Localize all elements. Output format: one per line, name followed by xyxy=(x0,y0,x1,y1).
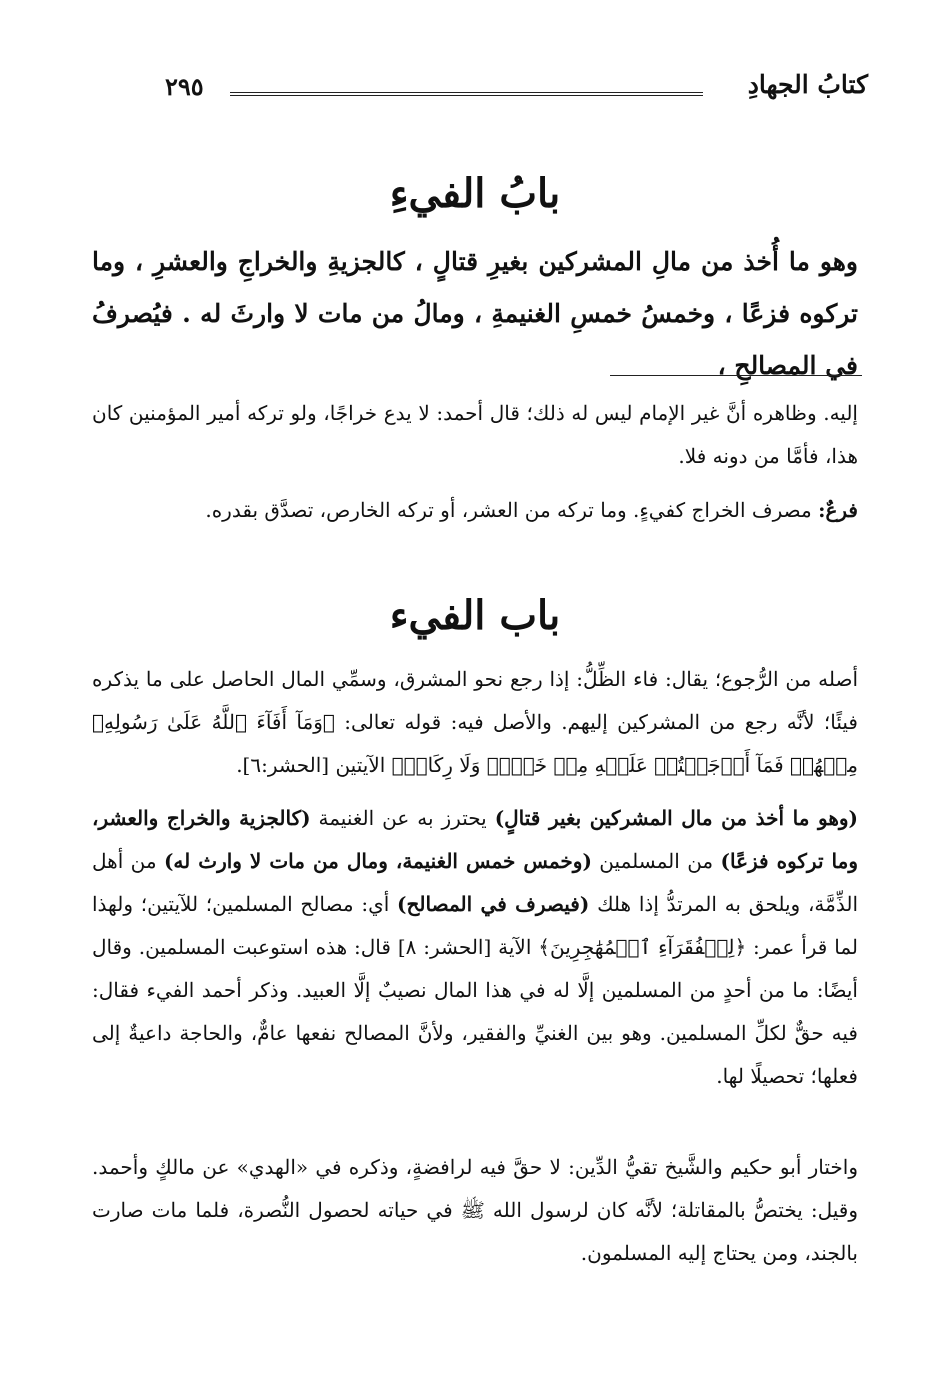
matn-quote: (فيصرف في المصالح) xyxy=(397,892,590,916)
sharh-paragraph-4 xyxy=(92,797,858,1098)
matn-quote: (وهو ما أخذ من مال المشركين بغير قتالٍ) xyxy=(494,806,859,830)
matn-quote: (وخمس خمس الغنيمة، ومال من مات لا وارث له) xyxy=(163,849,592,873)
sharh-paragraph-2 xyxy=(92,489,858,532)
far-label: فرعٌ: xyxy=(818,498,858,522)
matn-separator-rule xyxy=(610,375,862,376)
running-header xyxy=(165,70,868,110)
sharh-chapter-heading: باب الفيء xyxy=(389,592,561,639)
matn-quote: (كالجزية والخراج والعشر، وما تركوه فزعًا) xyxy=(92,806,858,873)
commentary-text: يحترز به عن الغنيمة xyxy=(310,806,495,830)
far-text: مصرف الخراج كفيءٍ. وما تركه من العشر، أو تركه الخارص، تصدَّق بقدره. xyxy=(205,498,819,522)
commentary-text: من أهل الذِّمَّة، ويلحق به المرتدُّ إذا هلك xyxy=(92,849,858,916)
quran-verse: ﴿وَمَآ أَفَآءَ ٱللَّهُ عَلَىٰ رَسُولِهِۦ مِنۡهُمۡ فَمَآ أَوۡجَفۡتُمۡ عَلَيۡهِ مِنۡ خَيۡلٖ وَلَا رِكَابٖ﴾ xyxy=(92,710,858,777)
sharh-paragraph-5: واختار أبو حكيم والشَّيخ تقيُّ الدِّين: لا حقَّ فيه لرافضةٍ، وذكره في «الهدي» عن مالكٍ وأحمد. وقيل: يختصُّ بالمقاتلة؛ لأنَّه كان لرسول الله ﷺ في حياته لحصول النُّصرة، فلما مات صارت بالجند، ومن يحتاج إليه المسلمون. xyxy=(92,1155,859,1265)
sharh-paragraph-3 xyxy=(92,658,858,787)
matn-chapter-heading: بابُ الفيءِ xyxy=(389,170,561,217)
commentary-text: الآية [الحشر: ٨] قال: هذه استوعبت المسلمين. وقال أيضًا: ما من أحدٍ من المسلمين إلَّا له في هذا المال نصيبٌ إلَّا العبيد. وذكر أحمد الفيء فقال: فيه حقٌّ لكلِّ المسلمين. وهو بين الغنيِّ والفقير، ولأنَّ المصالح نفعها عامٌّ، والحاجة داعيةٌ إلى فعلها؛ تحصيلًا لها. xyxy=(92,935,858,1088)
sharh-paragraph-1: إليه. وظاهره أنَّ غير الإمام ليس له ذلك؛ قال أحمد: لا يدع خراجًا، ولو تركه أمير المؤمنين كان هذا، فأمَّا من دونه فلا. xyxy=(92,401,858,468)
commentary-text: من المسلمين xyxy=(591,849,721,873)
page-number: ٢٩٥ xyxy=(165,72,204,101)
quran-verse: ﴿لِلۡفُقَرَآءِ ٱلۡمُهَٰجِرِينَ﴾ xyxy=(538,935,747,959)
p3-text: أصله من الرُّجوع؛ يقال: فاء الظِّلُّ: إذا رجع نحو المشرق، وسمِّي المال الحاصل على ما يذكره فيئًا؛ لأنَّه رجع من المشركين إليهم. والأصل فيه: قوله تعالى: xyxy=(92,667,858,734)
commentary-text: أي: مصالح المسلمين؛ للآيتين؛ ولهذا لما قرأ عمر: xyxy=(92,892,858,959)
matn-text: وهو ما أُخذ من مالِ المشركين بغيرِ قتالٍ ، كالجزيةِ والخراجِ والعشرِ ، وما تركوه فزعًا ، وخمسُ خمسِ الغنيمةِ ، ومالُ من مات لا وارثَ له . فيُصرفُ في المصالحِ ، xyxy=(92,247,858,380)
p3-tail: الآيتين [الحشر:٦]. xyxy=(236,753,392,777)
header-rule xyxy=(230,92,703,96)
running-title: كتابُ الجهادِ xyxy=(747,70,868,99)
